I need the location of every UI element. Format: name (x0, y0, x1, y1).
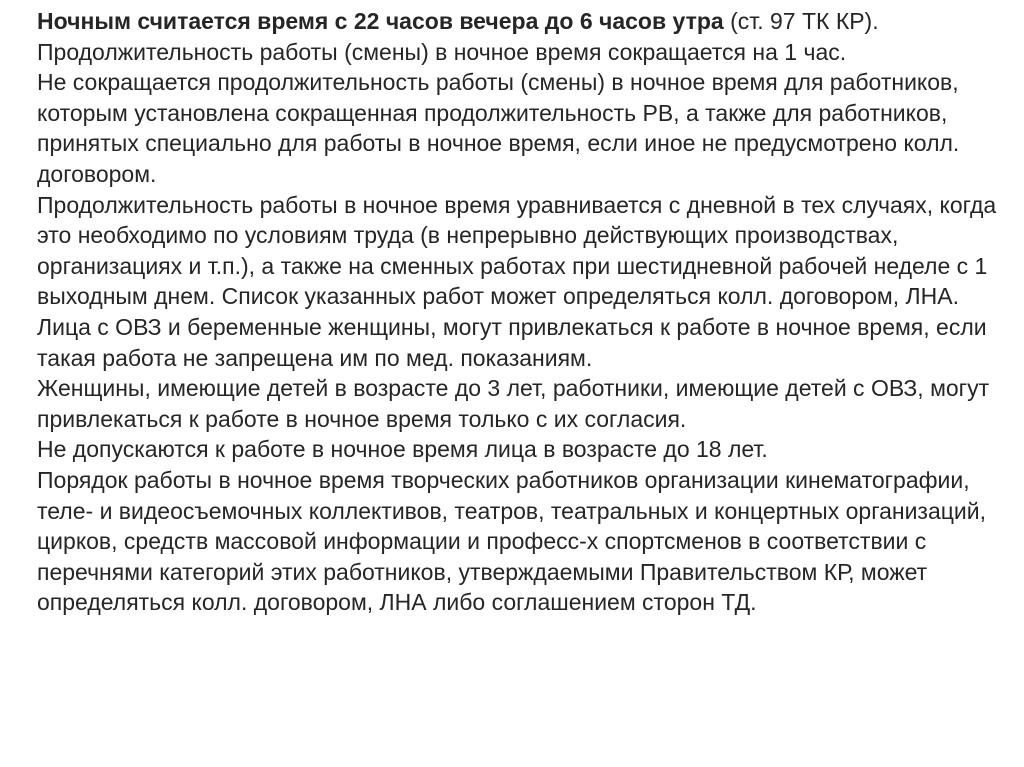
paragraph-women-with-children (37, 373, 1002, 434)
paragraph-text: Лица с ОВЗ и беременные женщины, могут привлекаться к работе в ночное время, если такая работа не запрещена им по мед. показаниям. (37, 313, 987, 371)
paragraph-creative-workers (37, 465, 1002, 618)
paragraph-text: Не допускаются к работе в ночное время лица в возрасте до 18 лет. (37, 436, 768, 463)
paragraph-text: Продолжительность работы в ночное время уравнивается с дневной в тех случаях, когда это необходимо по условиям труда (в непрерывно действующих производствах, организациях и т.п.), а также на сменных работах при шестидневной рабочей неделе с 1 выходным днем. Список указанных работ может определяться колл. договором, ЛНА. (37, 191, 997, 310)
paragraph-text: (ст. 97 ТК КР). (723, 8, 879, 34)
paragraph-text: Продолжительность работы (смены) в ночное время сокращается на 1 час. (37, 38, 847, 65)
paragraph-text: Женщины, имеющие детей в возрасте до 3 лет, работники, имеющие детей с ОВЗ, могут привлекаться к работе в ночное время только с их согласия. (37, 375, 990, 432)
paragraph-shortened-hours (37, 37, 1002, 68)
paragraph-text: Не сокращается продолжительность работы (смены) в ночное время для работников, которым установлена сокращенная продолжительность РВ, а также для работников, принятых специально для работы в ночное время, если иное не предусмотрено колл. договором. (37, 69, 960, 187)
paragraph-night-time-definition (37, 6, 1002, 37)
paragraph-minors-not-allowed (37, 434, 1002, 465)
paragraph-not-shortened (37, 67, 1002, 189)
slide-body-text (37, 6, 1002, 618)
paragraph-text: Порядок работы в ночное время творческих работников организации кинематографии, теле- и видеосъемочных коллективов, театров, театральных и концертных организаций, цирков, средств массовой информации и професс-х спортсменов в соответствии с перечнями категорий этих работников, утверждаемыми Правительством КР, может определяться колл. договором, ЛНА либо соглашением сторон ТД. (37, 466, 987, 616)
paragraph-equalized-with-day (37, 190, 1002, 312)
paragraph-disabled-and-pregnant (37, 312, 1002, 373)
paragraph-bold-lead: Ночным считается время с 22 часов вечера до 6 часов утра (37, 8, 724, 34)
